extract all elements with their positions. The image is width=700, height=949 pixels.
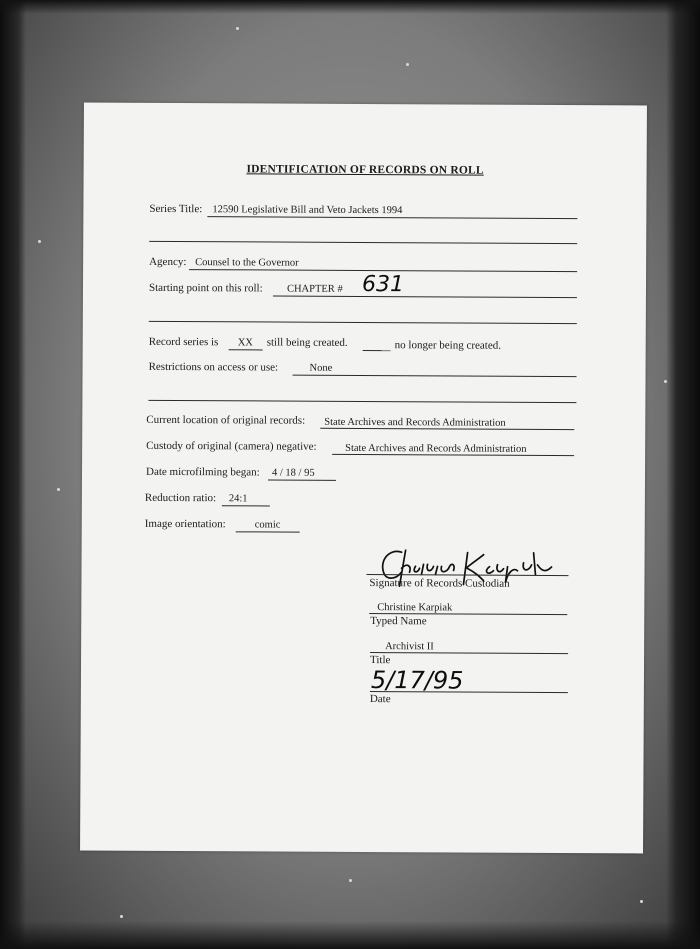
starting-point-line [273,296,577,299]
current-location-value: State Archives and Records Administration [324,416,506,429]
film-edge-right [666,0,700,949]
dust-speck [640,900,643,903]
film-edge-bottom [0,921,700,949]
restrictions-value: None [309,362,333,374]
starting-point-line-2 [149,321,577,324]
reduction-ratio-value: 24:1 [228,493,248,505]
records-form-page [80,103,647,854]
series-title-line-2 [149,241,577,244]
restrictions-line-2 [148,400,576,403]
agency-label: Agency: [149,255,187,269]
film-edge-left [0,0,26,949]
dust-speck [120,915,123,918]
series-title-label: Series Title: [149,202,203,216]
restrictions-line [293,375,577,377]
signature-label: Signature of Records Custodian [369,577,510,590]
title-label: Title [370,654,391,667]
dust-speck [349,879,352,882]
starting-point-label: Starting point on this roll: [148,281,263,295]
series-title-value: 12590 Legislative Bill and Veto Jackets 1994 [212,204,403,217]
image-orientation-line [236,531,300,532]
document-title: IDENTIFICATION OF RECORDS ON ROLL [246,163,484,177]
reduction-ratio-line [222,505,270,506]
restrictions-label: Restrictions on access or use: [148,360,279,374]
still-being-created-mark: XX [237,337,253,349]
typed-name-value: Christine Karpiak [377,602,453,614]
chapter-number-handwritten: 631 [361,271,405,298]
still-being-created-label: still being created. [266,336,348,349]
still-mark-line [229,349,263,350]
record-series-label: Record series is [148,335,219,349]
image-orientation-label: Image orientation: [144,517,226,531]
dust-speck [236,27,239,30]
dust-speck [664,380,667,383]
current-location-label: Current location of original records: [146,413,306,427]
dust-speck [57,488,60,491]
custody-label: Custody of original (camera) negative: [146,439,317,453]
image-orientation-value: comic [254,519,281,531]
custody-value: State Archives and Records Administration [345,442,527,455]
no-longer-mark-line [363,350,391,351]
typed-name-label: Typed Name [370,615,427,628]
title-value: Archivist II [385,641,434,653]
no-longer-being-created-label: no longer being created. [394,339,502,352]
film-edge-top [0,0,700,14]
date-began-label: Date microfilming began: [145,465,260,479]
dust-speck [38,240,41,243]
date-label: Date [369,693,391,706]
date-began-value: 4 / 18 / 95 [271,467,315,479]
date-handwritten: 5/17/95 [370,666,464,695]
agency-value: Counsel to the Governor [195,257,299,269]
dust-speck [406,63,409,66]
date-began-line [268,479,336,480]
starting-point-value: CHAPTER # [286,283,343,295]
reduction-ratio-label: Reduction ratio: [144,491,217,505]
